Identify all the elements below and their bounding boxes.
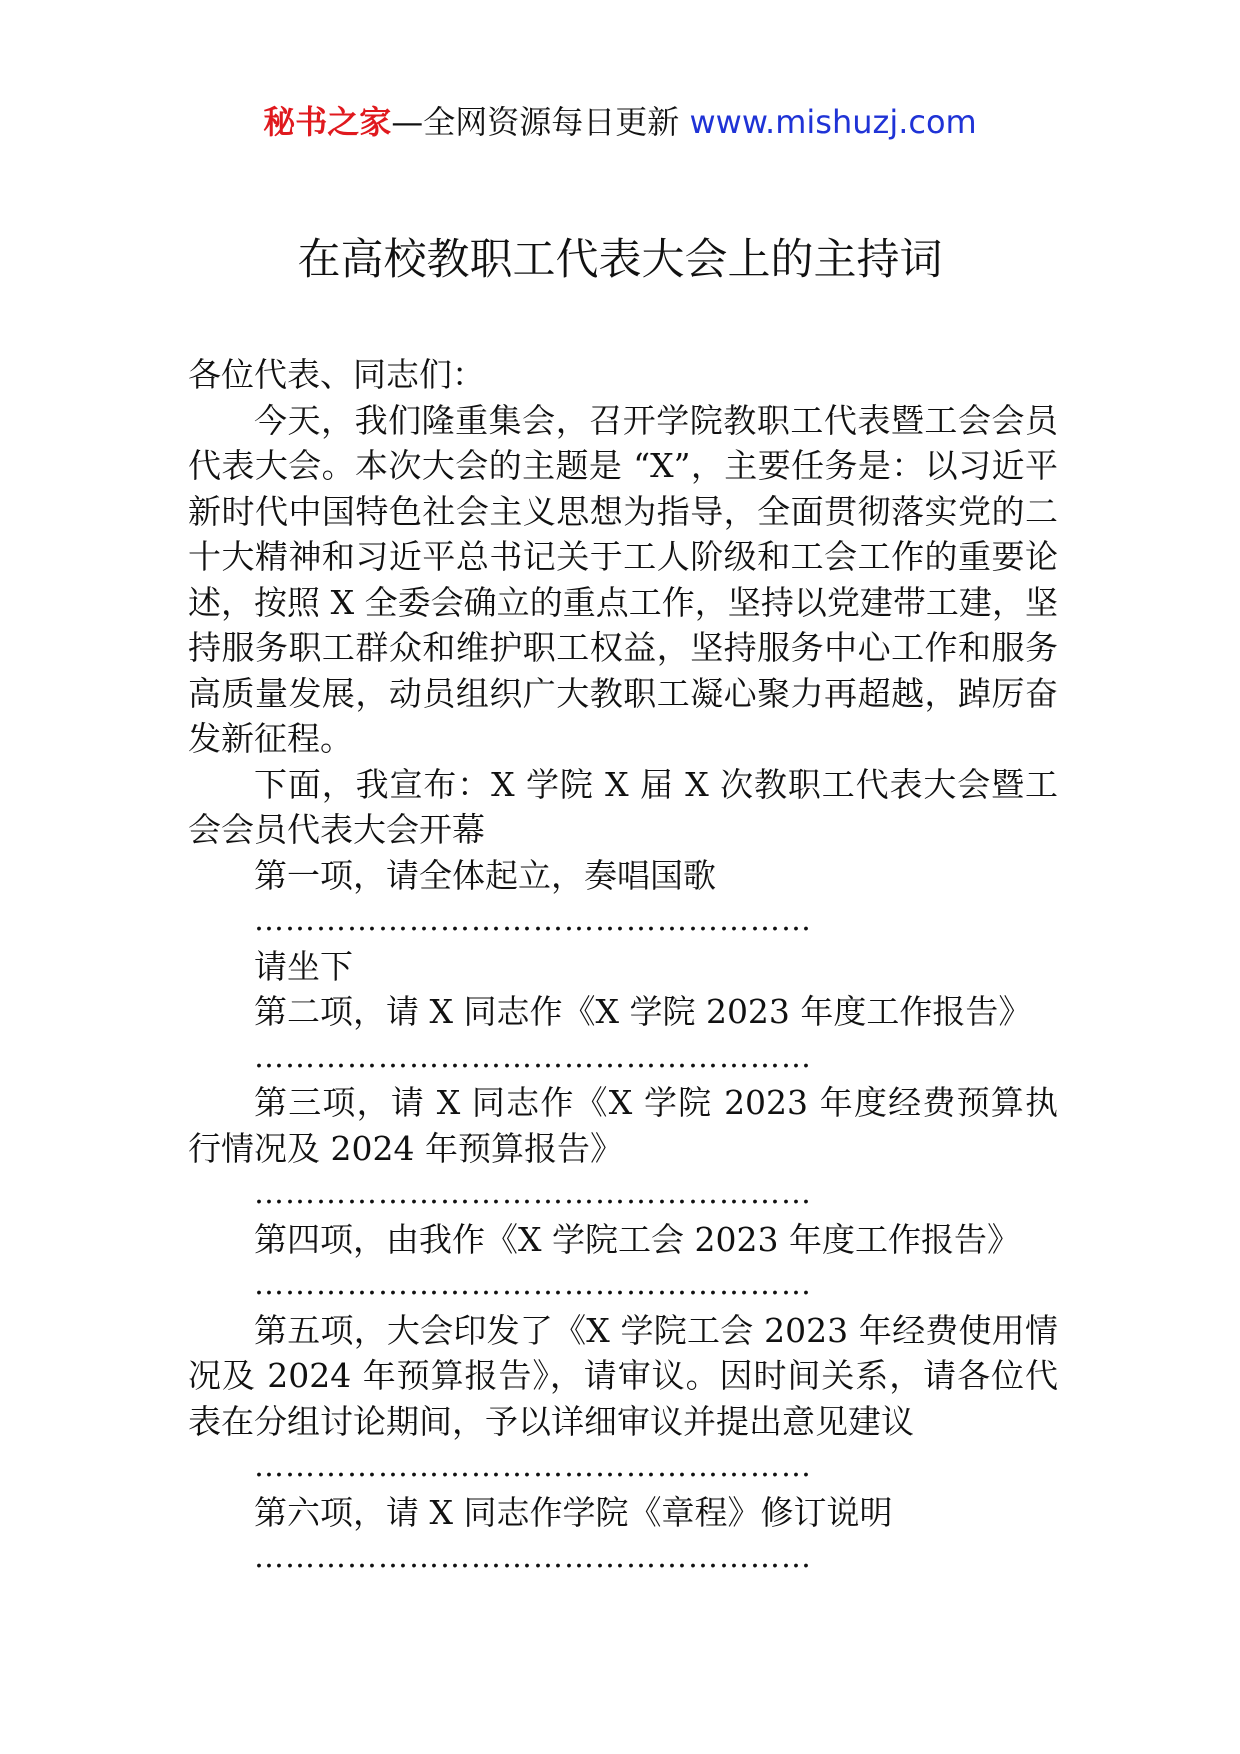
dotted-leader: ……………………………………………… [254, 1449, 812, 1484]
agenda-item-5: 第五项，大会印发了《X 学院工会 2023 年经费使用情况及 2024 年预算报告》，请审议。因时间关系，请各位代表在分组讨论期间，予以详细审议并提出意见建议 [188, 1310, 1058, 1441]
dotted-leader: ……………………………………………… [254, 903, 812, 938]
paragraph-opening: 今天，我们隆重集会，召开学院教职工代表暨工会会员代表大会。本次大会的主题是 “X”，主要任务是：以习近平新时代中国特色社会主义思想为指导，全面贯彻落实党的二十大精神和习近平总书记关于工人阶级和工会工作的重要论述，按照 X 全委会确立的重点工作，坚持以党建带工建，坚持服务职工群众和维护职工权益，坚持服务中心工作和服务高质量发展，动员组织广大教职工凝心聚力再超越，踔厉奋发新征程。 [188, 400, 1058, 758]
watermark-brand: 秘书之家 [263, 103, 392, 141]
agenda-item-2: 第二项，请 X 同志作《X 学院 2023 年度工作报告》 [254, 992, 1032, 1031]
agenda-item-1: 第一项，请全体起立，奏唱国歌 [254, 855, 716, 895]
dotted-leader: ……………………………………………… [254, 1039, 812, 1075]
dotted-leader: ……………………………………………… [254, 1540, 812, 1575]
agenda-item-sit-down: 请坐下 [254, 946, 353, 986]
document-title: 在高校教职工代表大会上的主持词 [297, 235, 943, 285]
watermark-tagline: —全网资源每日更新 [391, 103, 680, 141]
agenda-item-4: 第四项，由我作《X 学院工会 2023 年度工作报告》 [254, 1219, 1020, 1259]
dotted-leader: ……………………………………………… [254, 1267, 812, 1302]
paragraph-announcement: 下面，我宣布：X 学院 X 届 X 次教职工代表大会暨工会会员代表大会开幕 [188, 764, 1058, 849]
salutation: 各位代表、同志们： [188, 355, 485, 394]
site-watermark [0, 100, 1240, 144]
document-body [188, 352, 1058, 1581]
watermark-url[interactable]: www.mishuzj.com [689, 103, 977, 141]
agenda-item-3: 第三项，请 X 同志作《X 学院 2023 年度经费预算执行情况及 2024 年预算报告》 [188, 1083, 1058, 1168]
dotted-leader: ……………………………………………… [254, 1176, 812, 1211]
agenda-item-6: 第六项，请 X 同志作学院《章程》修订说明 [254, 1492, 893, 1532]
